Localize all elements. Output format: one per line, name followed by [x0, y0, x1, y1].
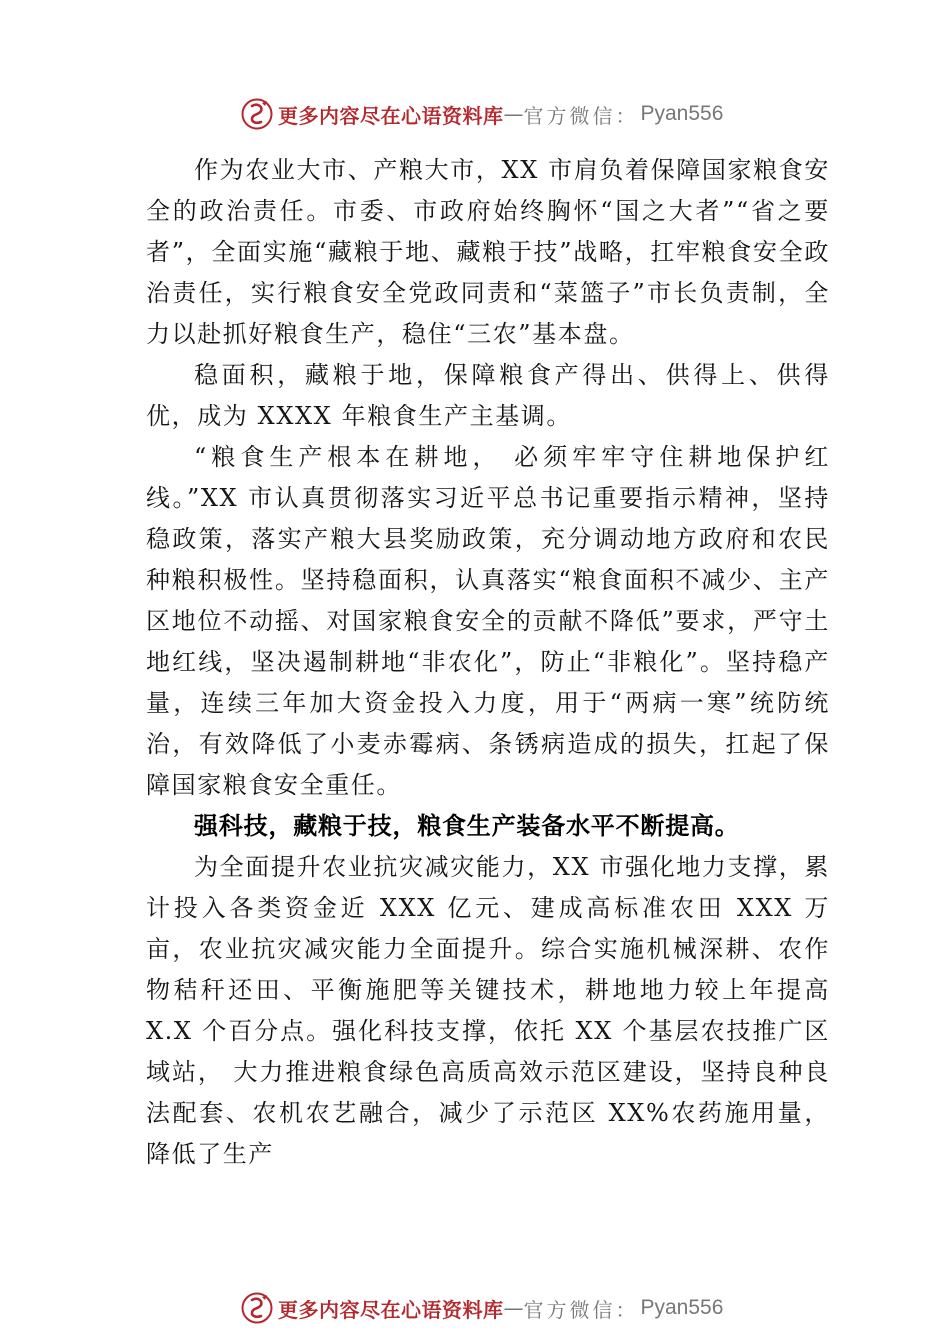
watermark-title: 更多内容尽在心语资料库 — [278, 103, 504, 128]
watermark-id: Pyan556 — [640, 102, 724, 125]
document-body — [146, 150, 830, 1175]
paragraph: 稳面积，藏粮于地，保障粮食产得出、供得上、供得优，成为 XXXX 年粮食生产主基调。 — [146, 361, 830, 430]
logo-icon — [240, 97, 274, 131]
watermark-title: 更多内容尽在心语资料库 — [278, 1297, 504, 1322]
paragraph: 为全面提升农业抗灾减灾能力，XX 市强化地力支撑，累计投入各类资金近 XXX 亿元、建成高标准农田 XXX 万亩，农业抗灾减灾能力全面提升。综合实施机械深耕、农作物秸秆还田、平衡施肥等关键技术，耕地地力较上年提高 X.X 个百分点。强化科技支撑，依托 XX 个基层农技推广区域站， 大力推进粮食绿色高质高效示范区建设，坚持良种良法配套、农机农艺融合，减少了示范区 XX%农药施用量，降低了生产 — [146, 853, 830, 1168]
watermark-official: 官方微信： — [523, 1297, 639, 1322]
section-heading: 强科技，藏粮于技，粮食生产装备水平不断提高。 — [194, 812, 740, 840]
paragraph: 作为农业大市、产粮大市，XX 市肩负着保障国家粮食安全的政治责任。市委、市政府始终胸怀“国之大者”“省之要者”，全面实施“藏粮于地、藏粮于技”战略，扛牢粮食安全政治责任，实行粮食安全党政同责和“菜篮子”市长负责制，全力以赴抓好粮食生产，稳住“三农”基本盘。 — [146, 156, 830, 348]
paragraph: “粮食生产根本在耕地， 必须牢牢守住耕地保护红线。”XX 市认真贯彻落实习近平总书记重要指示精神，坚持稳政策，落实产粮大县奖励政策，充分调动地方政府和农民种粮积极性。坚持稳面积，认真落实“粮食面积不减少、主产区地位不动摇、对国家粮食安全的贡献不降低”要求，严守土地红线，坚决遏制耕地“非农化”，防止“非粮化”。坚持稳产量，连续三年加大资金投入力度，用于“两病一寒”统防统治，有效降低了小麦赤霉病、条锈病造成的损失，扛起了保障国家粮食安全重任。 — [146, 443, 830, 799]
footer-watermark — [240, 1290, 723, 1326]
header-watermark — [240, 96, 723, 132]
watermark-dash: — — [503, 102, 524, 126]
watermark-dash: — — [503, 1296, 524, 1320]
watermark-id: Pyan556 — [640, 1296, 724, 1319]
logo-icon — [240, 1291, 274, 1325]
watermark-official: 官方微信： — [523, 103, 639, 128]
